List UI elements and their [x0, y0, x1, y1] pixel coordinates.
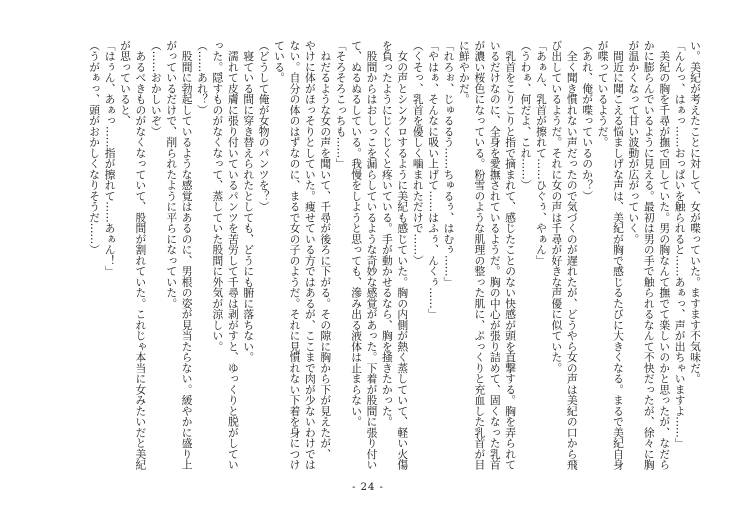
text-line: （うがぁっ、頭がおかしくなりそうだ……） — [88, 40, 102, 255]
text-line: 「んんっ、はぁっ……おっぱいを触られると……あぁっ、声が出ちゃいますよ……」 — [673, 40, 687, 449]
text-line: ねだるような女の声を聞いて、千尋が後ろに下がる。その隙に胸から下が見えたが、 — [319, 40, 333, 460]
text-line: が思っていると、 — [118, 40, 132, 126]
text-line: に鮮やかだ。 — [457, 40, 471, 105]
text-line: 股間からはおしっこを漏らしているような奇妙な感覚があった。下着が股間に張り付い — [365, 40, 379, 470]
text-line: やけに体がほっそりとしていた。痩せている方ではあるが、ここまで肉が少ないわけでは — [303, 40, 317, 470]
body-text — [87, 40, 703, 472]
text-line: が濃い桜色になっている。粉雪のような肌理の整った肌に、ぷっくりと充血した乳首が目 — [473, 40, 487, 470]
text-line: いるだけなのに、全身を愛撫されているようだ。胸の中心が張り詰めて、固くなった乳首 — [488, 40, 502, 470]
text-line: 「やはぁ、そんなに吸い上げて……はふぅ、んくぅ……」 — [427, 40, 441, 320]
text-line: （うわぁ、何だよ、これ……） — [519, 40, 533, 191]
text-line: び出しているようだ。それに女の声は千尋が好きな声優に似ていた。 — [550, 40, 564, 374]
text-line: （あれ、俺が喋っているのか？） — [581, 40, 595, 202]
text-line: （……あれ？） — [196, 40, 209, 116]
text-line: かに膨らんでいるように見える。最初は男の手で触られるなんて不快だったが、徐々に胸 — [642, 40, 656, 470]
text-line: ない。自分の体のはずなのに、まるで女の子のようだ。それに見慣れない下着を身につけ — [288, 40, 302, 470]
text-line: 「あぁん、乳首が擦れて……ひぐぅ、やぁん」 — [534, 40, 548, 266]
text-line: て、ぬるぬるしている。我慢をしようと思っても、滲み出る液体は止まらない。 — [350, 40, 364, 427]
text-line: 女の声とシンクロするように美紀も感じていた。胸の内側が熱く蒸していて、軽い火傷 — [396, 40, 410, 470]
text-line: 「はぅん、あぁっ……指が擦れて……あぁん！」 — [103, 40, 117, 277]
text-line: 「そろそろこっちも……」 — [334, 40, 348, 169]
page-number: - 24 - — [352, 482, 384, 493]
text-line: ている。 — [273, 40, 287, 83]
text-line: （……おかしいぞ） — [149, 40, 163, 137]
text-line: 「れろぉ、じゅるるう……ちゅるぅ、はむぅ……」 — [442, 40, 456, 288]
text-line: 美紀の胸を千尋が撫で回していた。男の胸なんて撫でて楽しいのかと思ったが、なだら — [658, 40, 672, 470]
text-line: （どうして俺が女物のパンツを？） — [257, 40, 271, 212]
text-line: あるべきものがなくなっていて、股間が割れていた。これじゃ本当に女みたいだと美紀 — [134, 40, 148, 470]
text-line: （くそっ、乳首を優しく噛まれただけで……） — [411, 40, 425, 266]
text-line: った。隠すものがなくなって、蒸していた股間に外気が涼しい。 — [211, 40, 225, 352]
text-line: を負ったようにじくじくと疼いている。手が動かせるなら、胸を掻きたかった。 — [380, 40, 394, 427]
text-line: 寝ている間に穿き替えられたとしても、どうにも腑に落ちない。 — [242, 40, 256, 363]
text-line: 乳首をこりこりと指で摘まれて、感じたことのない快感が頭を直撃する。胸を弄られて — [504, 40, 518, 470]
text-line: 股間に勃起しているような感覚はあるのに、男根の姿が見当たらない。緩やかに盛り上 — [180, 40, 194, 470]
text-line: が温かくなって甘い波動が広がっていく。 — [627, 40, 641, 245]
text-line: い。美紀が考えたことに対して、女が喋っていた。ますます不気味だ。 — [689, 40, 702, 384]
text-line: 間近に聞こえる悩ましげな声は、美紀が胸で感じるたびに大きくなる。まるで美紀自身 — [611, 40, 625, 470]
text-line: がっているだけで、削られたように平らになっていた。 — [165, 40, 179, 309]
text-line: 濡れて皮膚に張り付いているパンツを苦労して千尋は剥がすと、ゆっくりと脱がしてい — [226, 40, 240, 470]
text-line: が喋っているようだ。 — [596, 40, 610, 148]
text-line: 全く聞き慣れない声だったので気づくのが遅れたが、どうやら女の声は美紀の口から飛 — [565, 40, 579, 470]
